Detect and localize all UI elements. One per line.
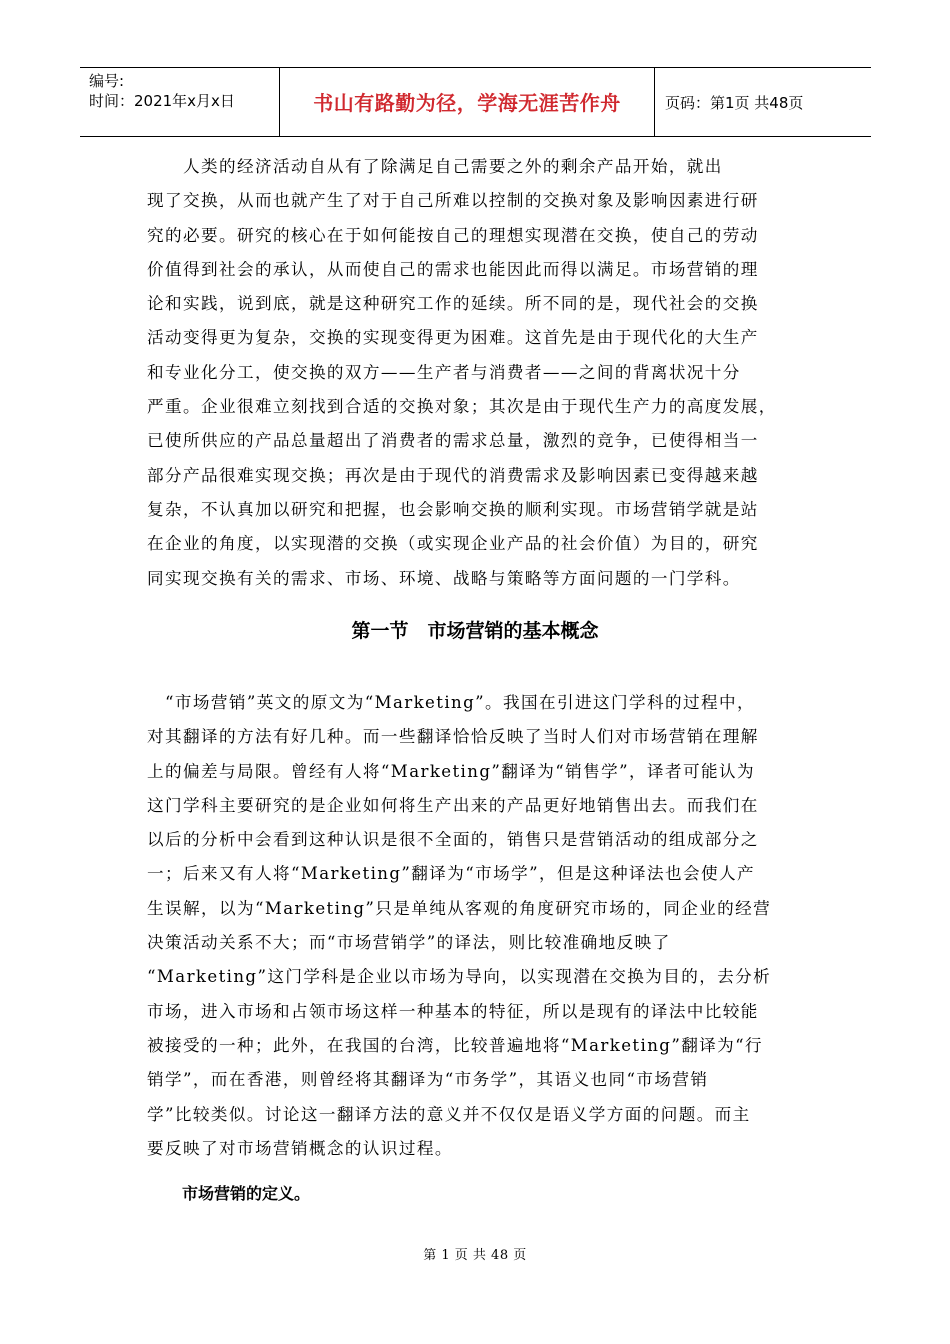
text-line: 在企业的角度，以实现潜的交换（或实现企业产品的社会价值）为目的，研究 xyxy=(147,534,759,554)
text-line: 现了交换，从而也就产生了对于自己所难以控制的交换对象及影响因素进行研 xyxy=(147,191,759,211)
text-line: 被接受的一种；此外，在我国的台湾，比较普遍地将“Marketing”翻译为“行 xyxy=(147,1035,764,1055)
text-line: 活动变得更为复杂，交换的实现变得更为困难。这首先是由于现代化的大生产 xyxy=(147,328,759,348)
header-motto-cell xyxy=(280,68,655,136)
text-line: 严重。企业很难立刻找到合适的交换对象；其次是由于现代生产力的高度发展， xyxy=(147,397,777,417)
text-line: 市场，进入市场和占领市场这样一种基本的特征，所以是现有的译法中比较能 xyxy=(147,1001,759,1021)
page-footer: 第 1 页 共 48 页 xyxy=(423,1248,527,1263)
section-title: 第一节 市场营销的基本概念 xyxy=(351,620,599,642)
text-line: 销学”，而在香港，则曾经将其翻译为“市务学”，其语义也同“市场营销 xyxy=(147,1070,709,1090)
text-line: 上的偏差与局限。曾经有人将“Marketing”翻译为“销售学”，译者可能认为 xyxy=(147,761,755,781)
document-number-label: 编号: xyxy=(89,72,125,90)
text-line: “Marketing”这门学科是企业以市场为导向，以实现潜在交换为目的，去分析 xyxy=(147,967,772,987)
header-motto: 书山有路勤为径，学海无涯苦作舟 xyxy=(313,91,621,115)
text-line: 对其翻译的方法有好几种。而一些翻译恰恰反映了当时人们对市场营销在理解 xyxy=(147,727,759,747)
header-page-info: 页码：第1页 共48页 xyxy=(665,94,804,112)
text-line: 这门学科主要研究的是企业如何将生产出来的产品更好地销售出去。而我们在 xyxy=(147,795,759,815)
text-line: 生误解，以为“Marketing”只是单纯从客观的角度研究市场的，同企业的经营 xyxy=(147,898,772,918)
text-line: 部分产品很难实现交换；再次是由于现代的消费需求及影响因素已变得越来越 xyxy=(147,465,759,485)
text-line: 一；后来又有人将“Marketing”翻译为“市场学”，但是这种译法也会使人产 xyxy=(147,864,755,884)
intro-paragraph xyxy=(147,150,777,596)
definition-subheading: 市场营销的定义。 xyxy=(182,1184,311,1203)
document-date: 时间：2021年x月x日 xyxy=(89,92,235,110)
header-page-cell xyxy=(655,68,871,136)
section-paragraph xyxy=(147,686,771,1166)
text-line: “市场营销”英文的原文为“Marketing”。我国在引进这门学科的过程中， xyxy=(147,693,755,712)
text-line: 复杂，不认真加以研究和把握，也会影响交换的顺利实现。市场营销学就是站 xyxy=(147,499,759,519)
text-line: 已使所供应的产品总量超出了消费者的需求总量，激烈的竞争，已使得相当一 xyxy=(147,431,759,451)
text-line: 要反映了对市场营销概念的认识过程。 xyxy=(147,1138,453,1158)
text-line: 同实现交换有关的需求、市场、环境、战略与策略等方面问题的一门学科。 xyxy=(147,568,741,588)
text-line: 究的必要。研究的核心在于如何能按自己的理想实现潜在交换，使自己的劳动 xyxy=(147,225,759,245)
text-line: 论和实践，说到底，就是这种研究工作的延续。所不同的是，现代社会的交换 xyxy=(147,294,759,314)
header-meta-cell xyxy=(80,68,280,136)
text-line: 价值得到社会的承认，从而使自己的需求也能因此而得以满足。市场营销的理 xyxy=(147,259,759,279)
text-line: 以后的分析中会看到这种认识是很不全面的，销售只是营销活动的组成部分之 xyxy=(147,830,759,850)
text-line: 决策活动关系不大；而“市场营销学”的译法，则比较准确地反映了 xyxy=(147,933,671,953)
header-table xyxy=(80,67,871,137)
text-line: 学”比较类似。讨论这一翻译方法的意义并不仅仅是语义学方面的问题。而主 xyxy=(147,1104,751,1124)
text-line: 和专业化分工，使交换的双方——生产者与消费者——之间的背离状况十分 xyxy=(147,362,741,382)
text-line: 人类的经济活动自从有了除满足自己需要之外的剩余产品开始，就出 xyxy=(147,157,723,176)
